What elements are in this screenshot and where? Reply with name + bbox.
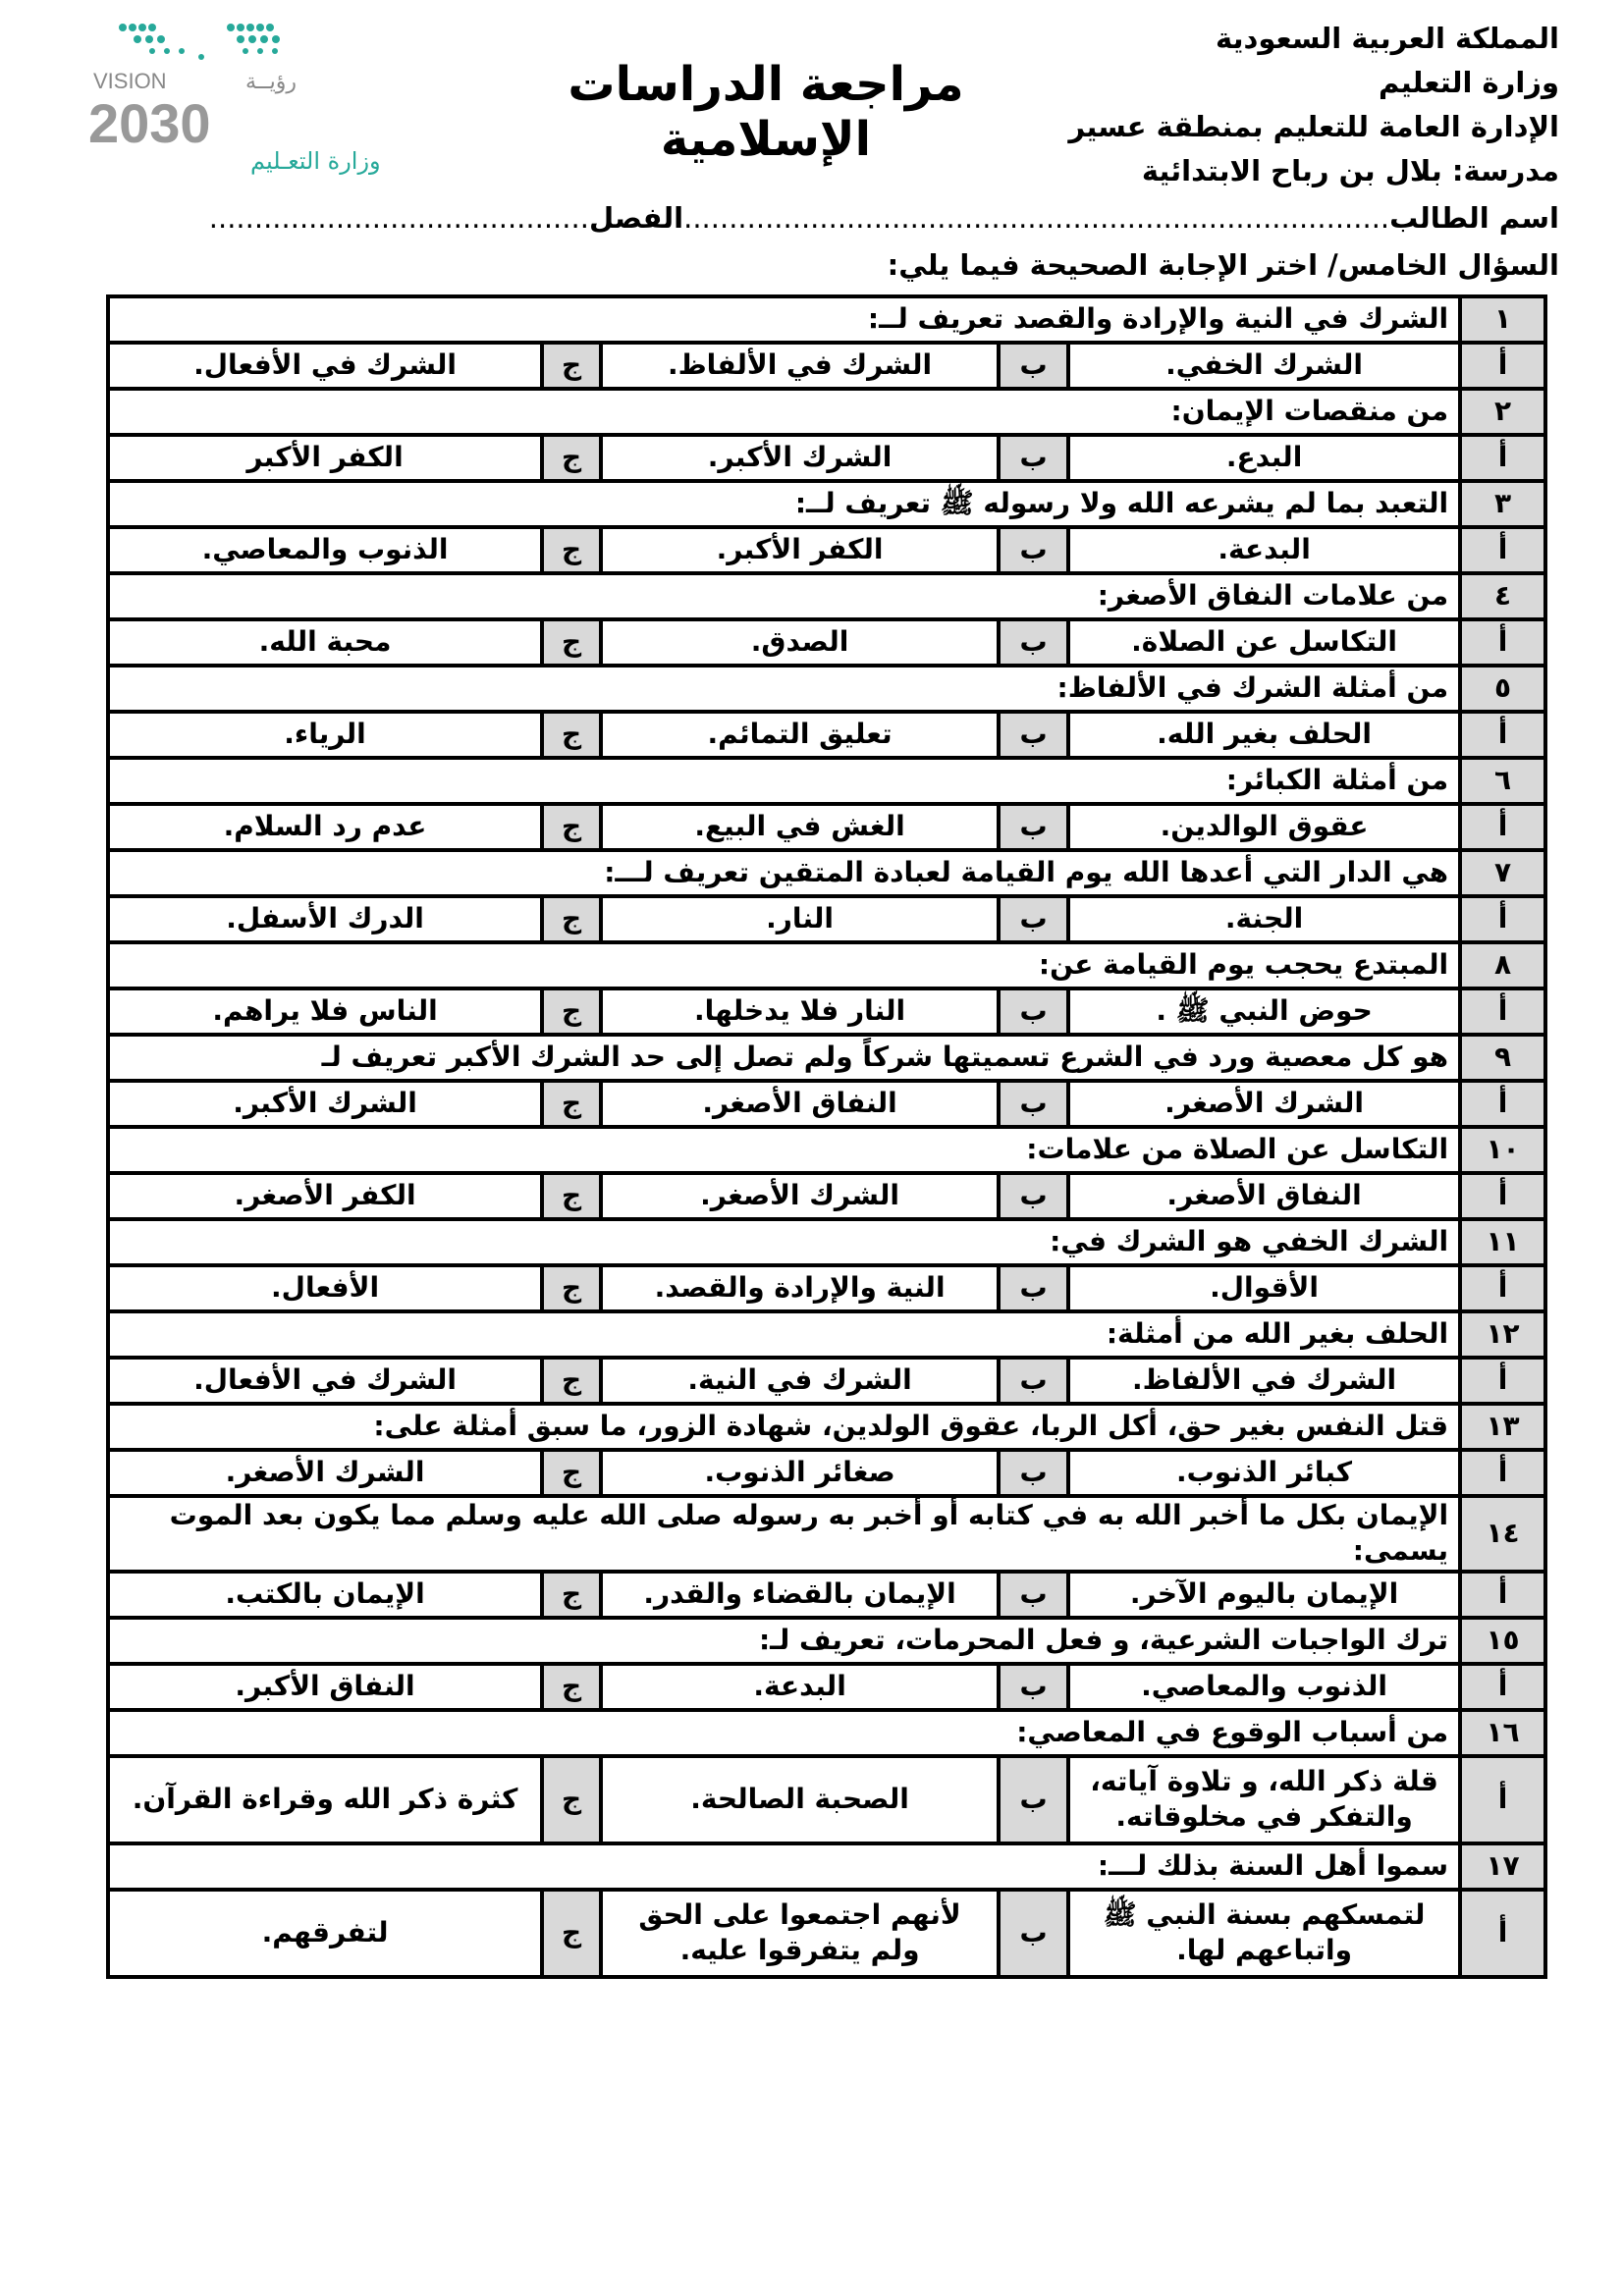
option-c-label: ج xyxy=(542,1890,601,1977)
option-b[interactable]: الشرك الأصغر. xyxy=(601,1173,999,1219)
options-row xyxy=(108,619,1545,666)
option-a[interactable]: عقوق الوالدين. xyxy=(1068,804,1460,850)
options-row xyxy=(108,343,1545,389)
question-number: ١٢ xyxy=(1460,1311,1545,1358)
svg-text:وزارة التعـليم: وزارة التعـليم xyxy=(250,147,381,175)
option-c[interactable]: الدرك الأسفل. xyxy=(108,896,542,942)
option-c-label: ج xyxy=(542,1265,601,1311)
option-c[interactable]: الكفر الأكبر xyxy=(108,435,542,481)
question-row xyxy=(108,1618,1545,1664)
question-text: من أسباب الوقوع في المعاصي: xyxy=(108,1710,1460,1756)
question-number: ١٦ xyxy=(1460,1710,1545,1756)
vision-2030-logo xyxy=(83,20,381,177)
option-b[interactable]: البدعة. xyxy=(601,1664,999,1710)
question-number: ٧ xyxy=(1460,850,1545,896)
logo-dots-icon xyxy=(83,20,381,177)
option-b-label: ب xyxy=(999,804,1068,850)
directorate-label: الإدارة العامة للتعليم بمنطقة عسير xyxy=(1068,110,1559,143)
options-row xyxy=(108,1890,1545,1977)
option-a[interactable]: قلة ذكر الله، و تلاوة آياته، والتفكر في مخلوقاته. xyxy=(1068,1756,1460,1843)
question-number: ٤ xyxy=(1460,573,1545,619)
option-a[interactable]: كبائر الذنوب. xyxy=(1068,1450,1460,1496)
option-c[interactable]: الكفر الأصغر. xyxy=(108,1173,542,1219)
option-c-label: ج xyxy=(542,1572,601,1618)
option-c-label: ج xyxy=(542,1173,601,1219)
option-a[interactable]: البدع. xyxy=(1068,435,1460,481)
question-instruction: السؤال الخامس/ اختر الإجابة الصحيحة فيما يلي: xyxy=(887,248,1559,282)
question-row xyxy=(108,296,1545,343)
option-a-label: أ xyxy=(1460,343,1545,389)
question-number: ١٥ xyxy=(1460,1618,1545,1664)
option-b[interactable]: الصحبة الصالحة. xyxy=(601,1756,999,1843)
option-c-label: ج xyxy=(542,343,601,389)
question-number: ١٣ xyxy=(1460,1404,1545,1450)
option-c[interactable]: الإيمان بالكتب. xyxy=(108,1572,542,1618)
question-row xyxy=(108,1496,1545,1572)
question-row xyxy=(108,850,1545,896)
question-row xyxy=(108,481,1545,527)
option-c-label: ج xyxy=(542,1358,601,1404)
option-b[interactable]: الإيمان بالقضاء والقدر. xyxy=(601,1572,999,1618)
question-number: ٣ xyxy=(1460,481,1545,527)
option-b-label: ب xyxy=(999,1450,1068,1496)
options-row xyxy=(108,1265,1545,1311)
question-text: من أمثلة الشرك في الألفاظ: xyxy=(108,666,1460,712)
question-text: سموا أهل السنة بذلك لـــ: xyxy=(108,1843,1460,1890)
school-label: مدرسة: بلال بن رباح الابتدائية xyxy=(1141,154,1559,187)
options-row xyxy=(108,435,1545,481)
option-a-label: أ xyxy=(1460,804,1545,850)
options-row xyxy=(108,1358,1545,1404)
option-c-label: ج xyxy=(542,619,601,666)
option-a-label: أ xyxy=(1460,1890,1545,1977)
question-text: من أمثلة الكبائر: xyxy=(108,758,1460,804)
option-c-label: ج xyxy=(542,435,601,481)
question-text: من منقصات الإيمان: xyxy=(108,389,1460,435)
option-c[interactable]: عدم رد السلام. xyxy=(108,804,542,850)
ministry-label: وزارة التعليم xyxy=(1378,66,1559,99)
question-text: المبتدع يحجب يوم القيامة عن: xyxy=(108,942,1460,988)
student-name-blank: .............................................................................. xyxy=(683,201,1390,235)
option-c-label: ج xyxy=(542,1450,601,1496)
student-name-label: اسم الطالب xyxy=(1389,201,1559,235)
options-row xyxy=(108,1173,1545,1219)
svg-text:VISION: VISION xyxy=(93,69,167,93)
option-b-label: ب xyxy=(999,988,1068,1035)
option-c-label: ج xyxy=(542,988,601,1035)
question-row xyxy=(108,942,1545,988)
option-a[interactable]: الحلف بغير الله. xyxy=(1068,712,1460,758)
option-a-label: أ xyxy=(1460,1450,1545,1496)
option-a[interactable]: حوض النبي ﷺ . xyxy=(1068,988,1460,1035)
options-row xyxy=(108,804,1545,850)
option-a[interactable]: النفاق الأصغر. xyxy=(1068,1173,1460,1219)
options-row xyxy=(108,896,1545,942)
option-a-label: أ xyxy=(1460,1265,1545,1311)
option-c[interactable]: الذنوب والمعاصي. xyxy=(108,527,542,573)
questions-table xyxy=(106,294,1547,1979)
option-a[interactable]: الشرك الخفي. xyxy=(1068,343,1460,389)
option-c[interactable]: الرياء. xyxy=(108,712,542,758)
class-label: الفصل xyxy=(588,201,684,235)
option-b[interactable]: تعليق التمائم. xyxy=(601,712,999,758)
option-a-label: أ xyxy=(1460,1572,1545,1618)
option-c[interactable]: الشرك الأصغر. xyxy=(108,1450,542,1496)
option-b[interactable]: الشرك في النية. xyxy=(601,1358,999,1404)
option-b[interactable]: الشرك في الألفاظ. xyxy=(601,343,999,389)
option-c-label: ج xyxy=(542,527,601,573)
option-b[interactable]: الكفر الأكبر. xyxy=(601,527,999,573)
option-b-label: ب xyxy=(999,896,1068,942)
question-text: الشرك في النية والإرادة والقصد تعريف لــ: xyxy=(108,296,1460,343)
question-text: الحلف بغير الله من أمثلة: xyxy=(108,1311,1460,1358)
question-row xyxy=(108,389,1545,435)
option-b[interactable]: النية والإرادة والقصد. xyxy=(601,1265,999,1311)
options-row xyxy=(108,712,1545,758)
option-b-label: ب xyxy=(999,1081,1068,1127)
option-a[interactable]: الذنوب والمعاصي. xyxy=(1068,1664,1460,1710)
option-b[interactable]: النفاق الأصغر. xyxy=(601,1081,999,1127)
class-blank[interactable]: .......................................... xyxy=(208,201,589,235)
option-b-label: ب xyxy=(999,1358,1068,1404)
svg-text:2030: 2030 xyxy=(88,92,211,154)
question-text: التكاسل عن الصلاة من علامات: xyxy=(108,1127,1460,1173)
option-a[interactable]: البدعة. xyxy=(1068,527,1460,573)
option-a-label: أ xyxy=(1460,1358,1545,1404)
option-c[interactable]: النفاق الأكبر. xyxy=(108,1664,542,1710)
student-name-field[interactable] xyxy=(209,201,1559,235)
option-a-label: أ xyxy=(1460,1664,1545,1710)
option-a-label: أ xyxy=(1460,712,1545,758)
option-b-label: ب xyxy=(999,1664,1068,1710)
question-row xyxy=(108,1710,1545,1756)
kingdom-label: المملكة العربية السعودية xyxy=(1216,22,1559,55)
question-number: ٦ xyxy=(1460,758,1545,804)
option-a[interactable]: الشرك الأصغر. xyxy=(1068,1081,1460,1127)
option-a[interactable]: الشرك في الألفاظ. xyxy=(1068,1358,1460,1404)
question-number: ٢ xyxy=(1460,389,1545,435)
question-row xyxy=(108,1311,1545,1358)
question-number: ١ xyxy=(1460,296,1545,343)
option-b-label: ب xyxy=(999,343,1068,389)
option-c[interactable]: لتفرقهم. xyxy=(108,1890,542,1977)
option-a-label: أ xyxy=(1460,435,1545,481)
option-b-label: ب xyxy=(999,712,1068,758)
option-b[interactable]: صغائر الذنوب. xyxy=(601,1450,999,1496)
option-b-label: ب xyxy=(999,1265,1068,1311)
option-b[interactable]: الصدق. xyxy=(601,619,999,666)
option-b-label: ب xyxy=(999,1890,1068,1977)
question-text: هو كل معصية ورد في الشرع تسميتها شركاً ولم تصل إلى حد الشرك الأكبر تعريف لـ xyxy=(108,1035,1460,1081)
options-row xyxy=(108,1756,1545,1843)
options-row xyxy=(108,527,1545,573)
option-b[interactable]: النار فلا يدخلها. xyxy=(601,988,999,1035)
question-text: التعبد بما لم يشرعه الله ولا رسوله ﷺ تعريف لــ: xyxy=(108,481,1460,527)
options-row xyxy=(108,988,1545,1035)
option-a-label: أ xyxy=(1460,896,1545,942)
question-text: الشرك الخفي هو الشرك في: xyxy=(108,1219,1460,1265)
option-b-label: ب xyxy=(999,1173,1068,1219)
question-row xyxy=(108,666,1545,712)
option-b[interactable]: النار. xyxy=(601,896,999,942)
options-row xyxy=(108,1572,1545,1618)
option-a-label: أ xyxy=(1460,527,1545,573)
option-a-label: أ xyxy=(1460,619,1545,666)
option-c[interactable]: الناس فلا يراهم. xyxy=(108,988,542,1035)
question-row xyxy=(108,1843,1545,1890)
question-text: هي الدار التي أعدها الله يوم القيامة لعبادة المتقين تعريف لـــ: xyxy=(108,850,1460,896)
option-c-label: ج xyxy=(542,712,601,758)
question-number: ١٤ xyxy=(1460,1496,1545,1572)
question-text: ترك الواجبات الشرعية، و فعل المحرمات، تعريف لـ: xyxy=(108,1618,1460,1664)
question-number: ١٧ xyxy=(1460,1843,1545,1890)
options-row xyxy=(108,1081,1545,1127)
options-row xyxy=(108,1450,1545,1496)
option-a-label: أ xyxy=(1460,1756,1545,1843)
option-c[interactable]: محبة الله. xyxy=(108,619,542,666)
question-row xyxy=(108,573,1545,619)
page-title: مراجعة الدراسات الإسلامية xyxy=(568,57,964,167)
option-c[interactable]: الشرك في الأفعال. xyxy=(108,1358,542,1404)
option-a[interactable]: الإيمان باليوم الآخر. xyxy=(1068,1572,1460,1618)
option-b-label: ب xyxy=(999,527,1068,573)
options-row xyxy=(108,1664,1545,1710)
option-b[interactable]: الشرك الأكبر. xyxy=(601,435,999,481)
question-row xyxy=(108,1035,1545,1081)
option-c-label: ج xyxy=(542,1081,601,1127)
option-a[interactable]: التكاسل عن الصلاة. xyxy=(1068,619,1460,666)
question-row xyxy=(108,1219,1545,1265)
option-b-label: ب xyxy=(999,435,1068,481)
option-c-label: ج xyxy=(542,1756,601,1843)
option-c[interactable]: الأفعال. xyxy=(108,1265,542,1311)
option-c-label: ج xyxy=(542,896,601,942)
option-b[interactable]: الغش في البيع. xyxy=(601,804,999,850)
option-a[interactable]: الأقوال. xyxy=(1068,1265,1460,1311)
option-c-label: ج xyxy=(542,804,601,850)
option-c[interactable]: الشرك الأكبر. xyxy=(108,1081,542,1127)
option-a-label: أ xyxy=(1460,1081,1545,1127)
option-a[interactable]: لتمسكهم بسنة النبي ﷺ واتباعهم لها. xyxy=(1068,1890,1460,1977)
question-row xyxy=(108,758,1545,804)
option-a-label: أ xyxy=(1460,988,1545,1035)
question-number: ٨ xyxy=(1460,942,1545,988)
option-a-label: أ xyxy=(1460,1173,1545,1219)
question-text: قتل النفس بغير حق، أكل الربا، عقوق الولدين، شهادة الزور، ما سبق أمثلة على: xyxy=(108,1404,1460,1450)
option-b[interactable]: لأنهم اجتمعوا على الحق ولم يتفرقوا عليه. xyxy=(601,1890,999,1977)
question-row xyxy=(108,1127,1545,1173)
question-text: من علامات النفاق الأصغر: xyxy=(108,573,1460,619)
option-a[interactable]: الجنة. xyxy=(1068,896,1460,942)
question-number: ١٠ xyxy=(1460,1127,1545,1173)
option-b-label: ب xyxy=(999,1572,1068,1618)
question-text: الإيمان بكل ما أخبر الله به في كتابه أو أخبر به رسوله صلى الله عليه وسلم مما يكون بعد الموت يسمى: xyxy=(108,1496,1460,1572)
option-b-label: ب xyxy=(999,619,1068,666)
question-row xyxy=(108,1404,1545,1450)
question-number: ٥ xyxy=(1460,666,1545,712)
option-c[interactable]: الشرك في الأفعال. xyxy=(108,343,542,389)
option-b-label: ب xyxy=(999,1756,1068,1843)
question-number: ١١ xyxy=(1460,1219,1545,1265)
option-c[interactable]: كثرة ذكر الله وقراءة القرآن. xyxy=(108,1756,542,1843)
svg-text:رؤيــة: رؤيــة xyxy=(245,70,298,94)
option-c-label: ج xyxy=(542,1664,601,1710)
question-number: ٩ xyxy=(1460,1035,1545,1081)
